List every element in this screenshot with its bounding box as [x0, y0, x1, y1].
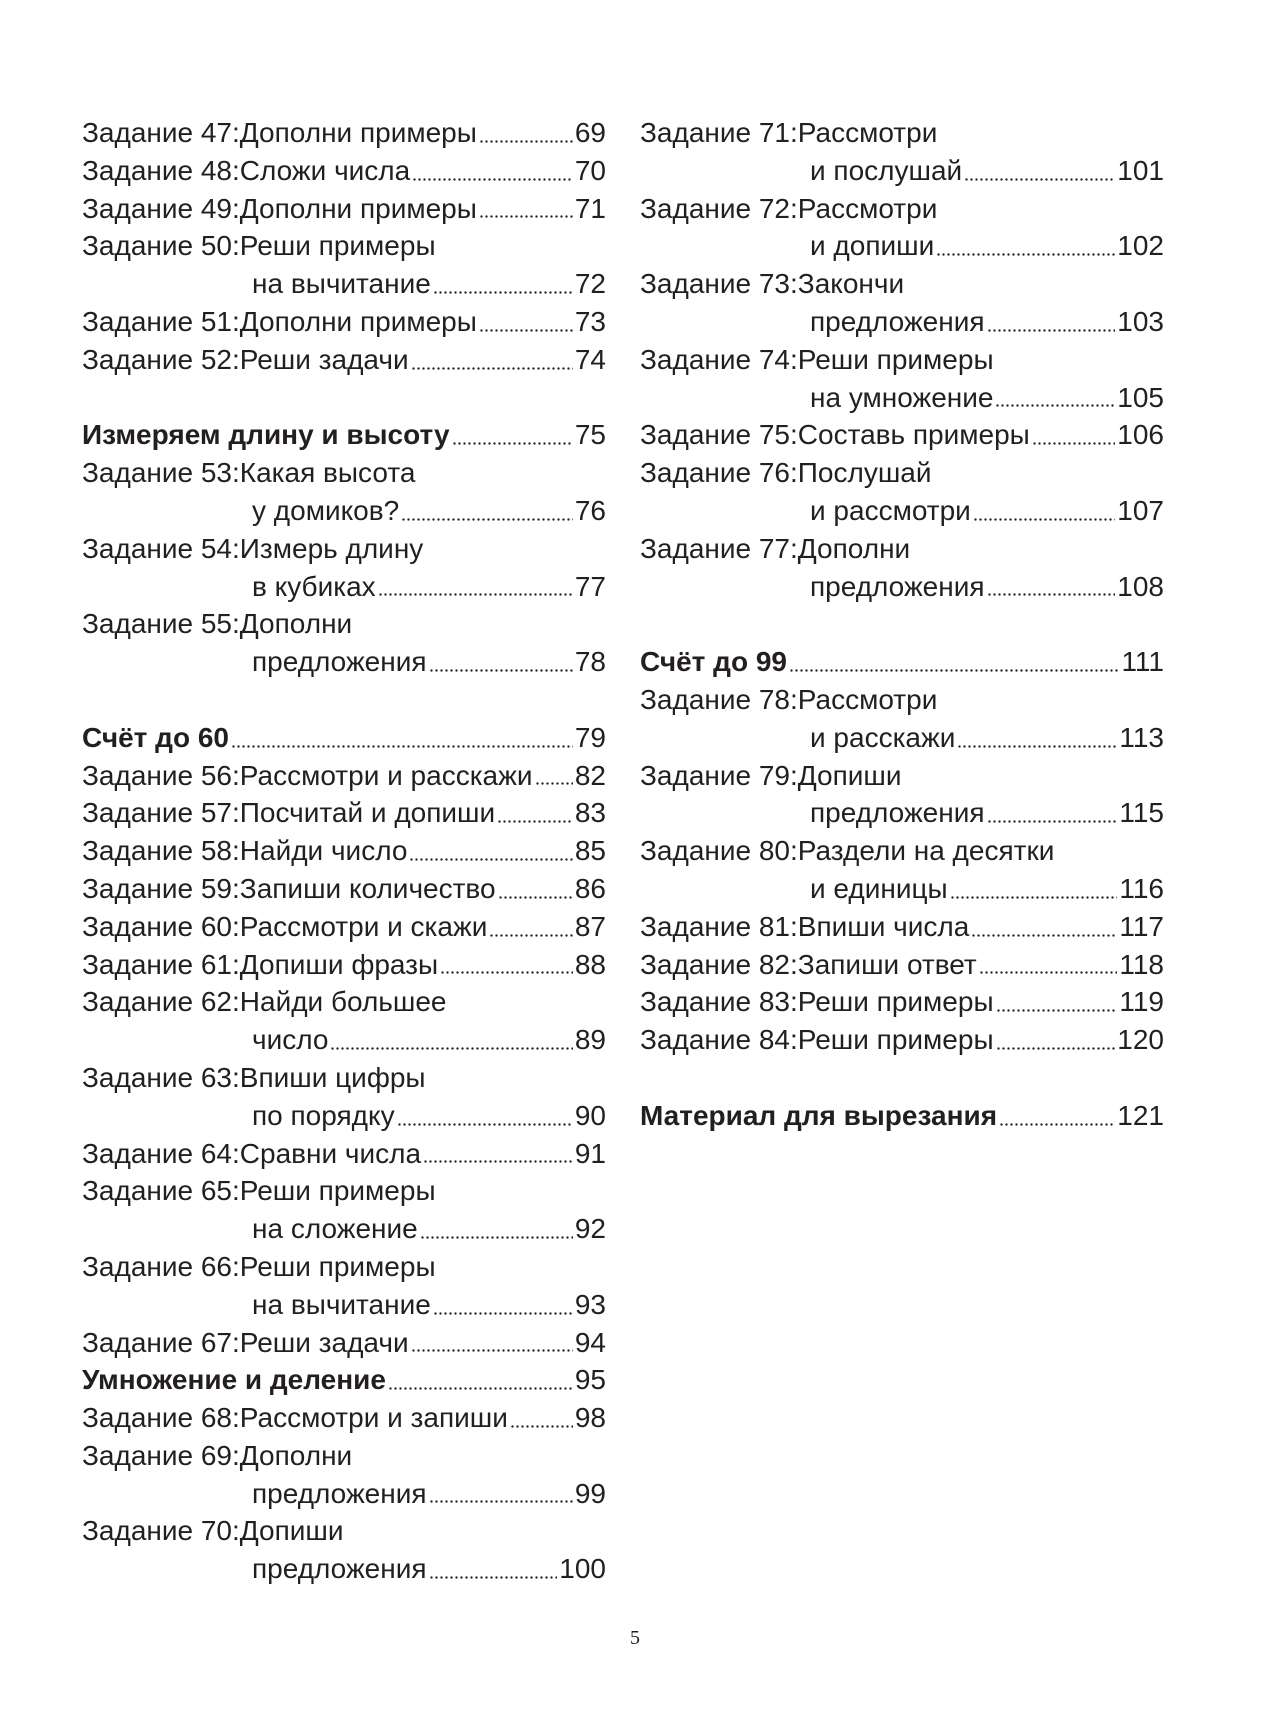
task-title: Реши примеры: [797, 986, 994, 1018]
toc-entry: [82, 1399, 606, 1437]
page-ref: 69: [574, 117, 606, 148]
dot-leader: [420, 1210, 573, 1248]
toc-entry-continuation: [82, 1286, 606, 1324]
page-ref: 107: [1117, 494, 1164, 526]
page-ref: 91: [574, 1137, 606, 1169]
toc-entry-continuation: [82, 1550, 606, 1588]
task-title-continuation: предложения: [810, 570, 985, 602]
toc-left-column: [82, 114, 606, 1588]
task-number: Задание 80:: [640, 835, 798, 867]
section-title: Измеряем длину и высоту: [82, 419, 450, 451]
dot-leader: [411, 341, 573, 379]
task-title-continuation: и единицы: [810, 872, 948, 904]
task-number: Задание 83:: [640, 986, 798, 1018]
page-ref: 88: [574, 948, 606, 980]
task-number: Задание 81:: [640, 910, 798, 942]
page-ref: 76: [574, 494, 606, 526]
task-number: Задание 71:: [640, 117, 798, 148]
page-ref: 93: [574, 1288, 606, 1320]
toc-entry: [640, 190, 1164, 228]
page-number: 5: [630, 1627, 640, 1649]
page-ref: 86: [574, 872, 606, 904]
task-title: Реши примеры: [239, 230, 436, 262]
page-ref: 111: [1121, 646, 1164, 678]
toc-entry: [640, 416, 1164, 454]
task-title: Рассмотри и расскажи: [239, 759, 533, 791]
toc-entry: [82, 757, 606, 795]
task-number: Задание 54:: [82, 532, 240, 564]
page-ref: 117: [1119, 910, 1164, 942]
task-title-continuation: и расскажи: [810, 721, 956, 753]
dot-leader: [964, 152, 1115, 190]
toc-entry-continuation: [640, 568, 1164, 606]
task-title: Запиши количество: [239, 872, 496, 904]
toc-entry-continuation: [640, 303, 1164, 341]
task-title: Допиши: [797, 759, 902, 791]
task-number: Задание 84:: [640, 1024, 798, 1056]
page-ref: 102: [1117, 230, 1164, 262]
page-ref: 113: [1119, 721, 1164, 753]
dot-leader: [440, 946, 573, 984]
task-title-continuation: предложения: [252, 646, 427, 678]
page-ref: 95: [574, 1364, 606, 1396]
toc-entry-continuation: [640, 719, 1164, 757]
task-title-continuation: на вычитание: [252, 1288, 431, 1320]
toc-entry: [640, 454, 1164, 492]
task-number: Задание 75:: [640, 419, 798, 451]
dot-leader: [397, 1097, 573, 1135]
dot-leader: [936, 227, 1115, 265]
task-title: Найди число: [239, 835, 408, 867]
toc-entry-continuation: [82, 1097, 606, 1135]
task-number: Задание 62:: [82, 986, 240, 1018]
task-title: Впиши цифры: [239, 1061, 426, 1093]
dot-leader: [452, 416, 573, 454]
toc-entry: [640, 1021, 1164, 1059]
toc-entry: [82, 1512, 606, 1550]
task-number: Задание 69:: [82, 1439, 240, 1471]
task-title: Рассмотри: [797, 192, 938, 224]
toc-entry: [82, 1248, 606, 1286]
dot-leader: [429, 643, 573, 681]
toc-entry: [82, 908, 606, 946]
task-title: Измерь длину: [239, 532, 424, 564]
toc-entry-continuation: [82, 1210, 606, 1248]
dot-leader: [411, 1324, 573, 1362]
toc-entry-continuation: [640, 379, 1164, 417]
page-ref: 79: [574, 721, 606, 753]
task-title: Дополни примеры: [239, 117, 477, 148]
page-ref: 94: [574, 1326, 606, 1358]
page-ref: 115: [1119, 797, 1164, 829]
dot-leader: [433, 1286, 573, 1324]
toc-entry-continuation: [640, 492, 1164, 530]
task-title-continuation: предложения: [810, 797, 985, 829]
task-number: Задание 70:: [82, 1515, 240, 1547]
toc-entry: [82, 794, 606, 832]
section-title: Счёт до 60: [82, 721, 229, 753]
task-title-continuation: на умножение: [810, 381, 994, 413]
toc-entry: [82, 832, 606, 870]
task-title-continuation: в кубиках: [252, 570, 376, 602]
dot-leader: [535, 757, 573, 795]
toc-section-heading: [82, 416, 606, 454]
task-number: Задание 77:: [640, 532, 798, 564]
task-title: Реши задачи: [239, 1326, 409, 1358]
page-ref: 106: [1117, 419, 1164, 451]
toc-entry-continuation: [640, 870, 1164, 908]
task-title: Реши задачи: [239, 343, 409, 375]
task-number: Задание 73:: [640, 268, 798, 300]
task-title: Сравни числа: [239, 1137, 422, 1169]
dot-leader: [979, 946, 1118, 984]
page-ref: 105: [1117, 381, 1164, 413]
task-title: Рассмотри и скажи: [239, 910, 488, 942]
page-ref: 70: [574, 154, 606, 186]
task-number: Задание 47:: [82, 117, 240, 148]
toc-entry-continuation: [82, 643, 606, 681]
toc-entry: [640, 946, 1164, 984]
task-number: Задание 55:: [82, 608, 240, 640]
toc-entry: [640, 530, 1164, 568]
dot-leader: [996, 1021, 1116, 1059]
toc-entry: [640, 681, 1164, 719]
dot-leader: [231, 719, 573, 757]
task-number: Задание 68:: [82, 1402, 240, 1434]
page-ref: 74: [574, 343, 606, 375]
task-title-continuation: и допиши: [810, 230, 935, 262]
task-number: Задание 76:: [640, 457, 798, 489]
task-title: Рассмотри: [797, 117, 938, 148]
dot-leader: [429, 1475, 573, 1513]
page-ref: 89: [574, 1024, 606, 1056]
page-ref: 121: [1117, 1099, 1164, 1131]
task-title: Допиши фразы: [239, 948, 439, 980]
toc-entry-continuation: [640, 152, 1164, 190]
section-title: Материал для вырезания: [640, 1099, 998, 1131]
task-number: Задание 53:: [82, 457, 240, 489]
task-title: Послушай: [797, 457, 932, 489]
toc-entry: [640, 908, 1164, 946]
page-ref: 87: [574, 910, 606, 942]
page-ref: 85: [574, 835, 606, 867]
dot-leader: [401, 492, 573, 530]
dot-leader: [433, 265, 573, 303]
task-title: Дополни примеры: [239, 305, 477, 337]
task-number: Задание 74:: [640, 343, 798, 375]
task-number: Задание 79:: [640, 759, 798, 791]
page-ref: 73: [574, 305, 606, 337]
toc-entry-continuation: [82, 265, 606, 303]
page-ref: 119: [1119, 986, 1164, 1018]
section-title: Счёт до 99: [640, 646, 787, 678]
toc-entry-continuation: [82, 568, 606, 606]
toc-entry: [640, 983, 1164, 1021]
dot-leader: [479, 190, 573, 228]
task-number: Задание 60:: [82, 910, 240, 942]
task-title-continuation: число: [252, 1024, 329, 1056]
toc-entry: [82, 1437, 606, 1475]
toc-section-heading: [640, 643, 1164, 681]
dot-leader: [789, 643, 1119, 681]
toc-section-heading: [640, 1097, 1164, 1135]
page-ref: 77: [574, 570, 606, 602]
dot-leader: [510, 1399, 573, 1437]
task-title-continuation: на сложение: [252, 1213, 418, 1245]
toc-entry: [82, 341, 606, 379]
task-number: Задание 58:: [82, 835, 240, 867]
task-title-continuation: у домиков?: [252, 494, 400, 526]
page-ref: 103: [1117, 305, 1164, 337]
toc-entry-continuation: [82, 1021, 606, 1059]
task-title: Допиши: [239, 1515, 344, 1547]
task-title: Рассмотри: [797, 683, 938, 715]
task-title: Сложи числа: [239, 154, 411, 186]
task-number: Задание 56:: [82, 759, 240, 791]
toc-right-column: [640, 114, 1164, 1135]
task-title-continuation: предложения: [252, 1553, 427, 1585]
toc-entry: [82, 1324, 606, 1362]
toc-section-heading: [82, 1361, 606, 1399]
toc-entry: [82, 454, 606, 492]
task-number: Задание 52:: [82, 343, 240, 375]
toc-entry: [82, 946, 606, 984]
task-number: Задание 66:: [82, 1250, 240, 1282]
page-ref: 101: [1117, 154, 1164, 186]
toc-entry-continuation: [640, 794, 1164, 832]
task-number: Задание 57:: [82, 797, 240, 829]
dot-leader: [388, 1361, 573, 1399]
task-title-continuation: на вычитание: [252, 268, 431, 300]
dot-leader: [973, 492, 1115, 530]
page-ref: 120: [1117, 1024, 1164, 1056]
task-number: Задание 59:: [82, 872, 240, 904]
task-number: Задание 72:: [640, 192, 798, 224]
dot-leader: [950, 870, 1118, 908]
toc-entry: [640, 341, 1164, 379]
task-title: Раздели на десятки: [797, 835, 1055, 867]
task-title: Реши примеры: [797, 1024, 994, 1056]
dot-leader: [971, 908, 1117, 946]
task-number: Задание 48:: [82, 154, 240, 186]
toc-section-heading: [82, 719, 606, 757]
task-title: Дополни: [239, 608, 353, 640]
page-ref: 92: [574, 1213, 606, 1245]
task-title: Составь примеры: [797, 419, 1030, 451]
page-ref: 98: [574, 1402, 606, 1434]
task-title: Рассмотри и запиши: [239, 1402, 508, 1434]
dot-leader: [409, 832, 572, 870]
toc-entry: [82, 1172, 606, 1210]
dot-leader: [378, 568, 573, 606]
task-title: Закончи: [797, 268, 905, 300]
toc-entry: [82, 190, 606, 228]
dot-leader: [479, 114, 573, 152]
task-number: Задание 65:: [82, 1175, 240, 1207]
section-title: Умножение и деление: [82, 1364, 386, 1396]
task-title: Реши примеры: [797, 343, 994, 375]
task-title: Дополни: [239, 1439, 353, 1471]
toc-entry: [82, 1059, 606, 1097]
page-ref: 108: [1117, 570, 1164, 602]
dot-leader: [498, 870, 573, 908]
dot-leader: [987, 303, 1116, 341]
dot-leader: [429, 1550, 558, 1588]
dot-leader: [957, 719, 1117, 757]
toc-entry-continuation: [82, 492, 606, 530]
toc-entry: [82, 530, 606, 568]
toc-entry: [82, 152, 606, 190]
toc-entry: [640, 832, 1164, 870]
task-number: Задание 49:: [82, 192, 240, 224]
page-ref: 99: [574, 1477, 606, 1509]
dot-leader: [423, 1135, 573, 1173]
dot-leader: [489, 908, 572, 946]
task-title-continuation: предложения: [252, 1477, 427, 1509]
task-title: Дополни примеры: [239, 192, 477, 224]
toc-entry: [82, 227, 606, 265]
task-title-continuation: предложения: [810, 305, 985, 337]
task-title: Дополни: [797, 532, 911, 564]
page-ref: 71: [574, 192, 606, 224]
toc-entry-continuation: [640, 227, 1164, 265]
page-ref: 83: [574, 797, 606, 829]
dot-leader: [987, 794, 1118, 832]
task-number: Задание 64:: [82, 1137, 240, 1169]
toc-entry: [82, 1135, 606, 1173]
page-ref: 75: [574, 419, 606, 451]
task-title-continuation: и рассмотри: [810, 494, 971, 526]
page-ref: 116: [1119, 872, 1164, 904]
toc-entry: [82, 114, 606, 152]
toc-entry: [82, 605, 606, 643]
toc-entry: [640, 114, 1164, 152]
page-ref: 90: [574, 1099, 606, 1131]
task-number: Задание 78:: [640, 683, 798, 715]
task-title-continuation: и послушай: [810, 154, 963, 186]
task-title: Какая высота: [239, 457, 416, 489]
toc-entry: [82, 303, 606, 341]
dot-leader: [987, 568, 1116, 606]
task-number: Задание 67:: [82, 1326, 240, 1358]
toc-entry: [82, 983, 606, 1021]
task-title: Запиши ответ: [797, 948, 977, 980]
page-ref: 78: [574, 646, 606, 678]
dot-leader: [999, 1097, 1115, 1135]
dot-leader: [412, 152, 573, 190]
dot-leader: [330, 1021, 572, 1059]
page-ref: 118: [1119, 948, 1164, 980]
task-number: Задание 51:: [82, 305, 240, 337]
task-title: Впиши числа: [797, 910, 970, 942]
toc-entry: [640, 265, 1164, 303]
dot-leader: [497, 794, 573, 832]
task-number: Задание 50:: [82, 230, 240, 262]
toc-entry: [82, 870, 606, 908]
dot-leader: [479, 303, 573, 341]
task-number: Задание 61:: [82, 948, 240, 980]
page-ref: 72: [574, 268, 606, 300]
task-number: Задание 63:: [82, 1061, 240, 1093]
task-title: Реши примеры: [239, 1250, 436, 1282]
task-number: Задание 82:: [640, 948, 798, 980]
task-title-continuation: по порядку: [252, 1099, 395, 1131]
dot-leader: [996, 983, 1118, 1021]
task-title: Посчитай и допиши: [239, 797, 496, 829]
toc-entry-continuation: [82, 1475, 606, 1513]
task-title: Найди большее: [239, 986, 447, 1018]
page-ref: 82: [574, 759, 606, 791]
task-title: Реши примеры: [239, 1175, 436, 1207]
dot-leader: [995, 379, 1115, 417]
toc-entry: [640, 757, 1164, 795]
dot-leader: [1032, 416, 1115, 454]
page-ref: 100: [559, 1553, 606, 1585]
